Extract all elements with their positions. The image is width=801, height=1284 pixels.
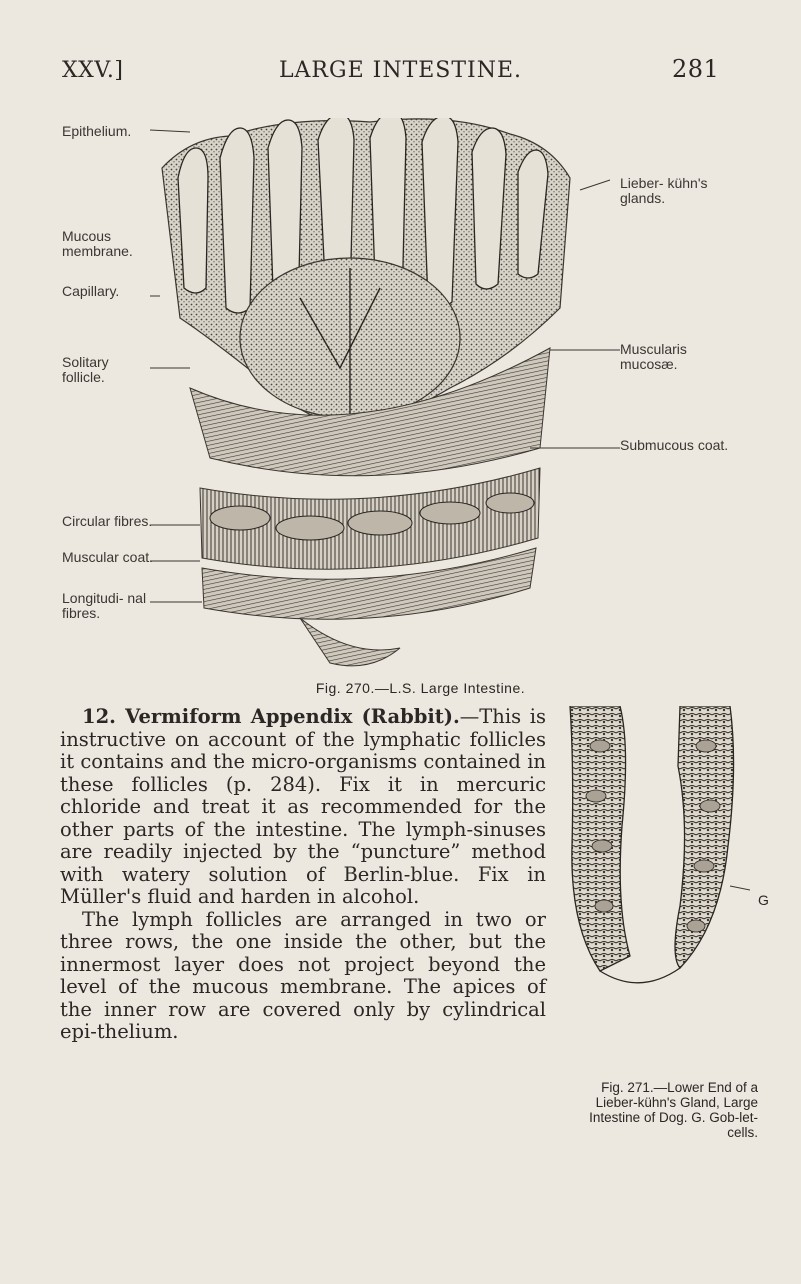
figure-270-caption: Fig. 270.—L.S. Large Intestine.	[315, 680, 526, 696]
figure-271-caption: Fig. 271.—Lower End of a Lieber-kühn's Gland, Large Intestine of Dog. G. Gob-let-cells.	[589, 1080, 758, 1140]
section-body	[60, 706, 546, 1044]
chapter-marker: XXV.]	[62, 58, 124, 83]
paragraph-1-text: —This is instructive on account of the lymphatic follicles it contains and the micro-organisms contained in these follicles (p. 284). Fix it in mercuric chloride and treat it as recommended for the other parts of the intestine. The lymph-sinuses are readily injected by the “puncture” method with watery solution of Berlin-blue. Fix in Müller's fluid and harden in alcohol.	[60, 705, 546, 908]
lieberkuhn-gland-illustration	[560, 706, 750, 1006]
section-heading: 12. Vermiform Appendix (Rabbit).	[82, 705, 460, 728]
label-lieberkuhn-glands: Lieber- kühn's glands.	[620, 175, 708, 206]
label-circular-fibres: Circular fibres.	[62, 513, 153, 529]
large-intestine-section-illustration	[150, 118, 620, 678]
label-solitary-follicle: Solitary follicle.	[62, 354, 109, 385]
page-number: 281	[672, 55, 720, 83]
paragraph-1	[60, 706, 546, 909]
label-mucous-membrane: Mucous membrane.	[62, 228, 133, 259]
label-muscular-coat: Muscular coat.	[62, 549, 154, 565]
running-title: LARGE INTESTINE.	[278, 58, 523, 83]
label-muscularis-mucosae: Muscularis mucosæ.	[620, 341, 687, 372]
label-goblet-g: G	[758, 892, 769, 908]
label-epithelium: Epithelium.	[62, 123, 132, 139]
label-submucous-coat: Submucous coat.	[620, 437, 729, 453]
paragraph-2: The lymph follicles are arranged in two or three rows, the one inside the other, but the innermost layer does not project beyond the level of the mucous membrane. The apices of the inner row are covered only by cylindrical epi-thelium.	[60, 907, 546, 1043]
label-longitudinal-fibres: Longitudi- nal fibres.	[62, 590, 147, 621]
label-capillary: Capillary.	[62, 283, 120, 299]
